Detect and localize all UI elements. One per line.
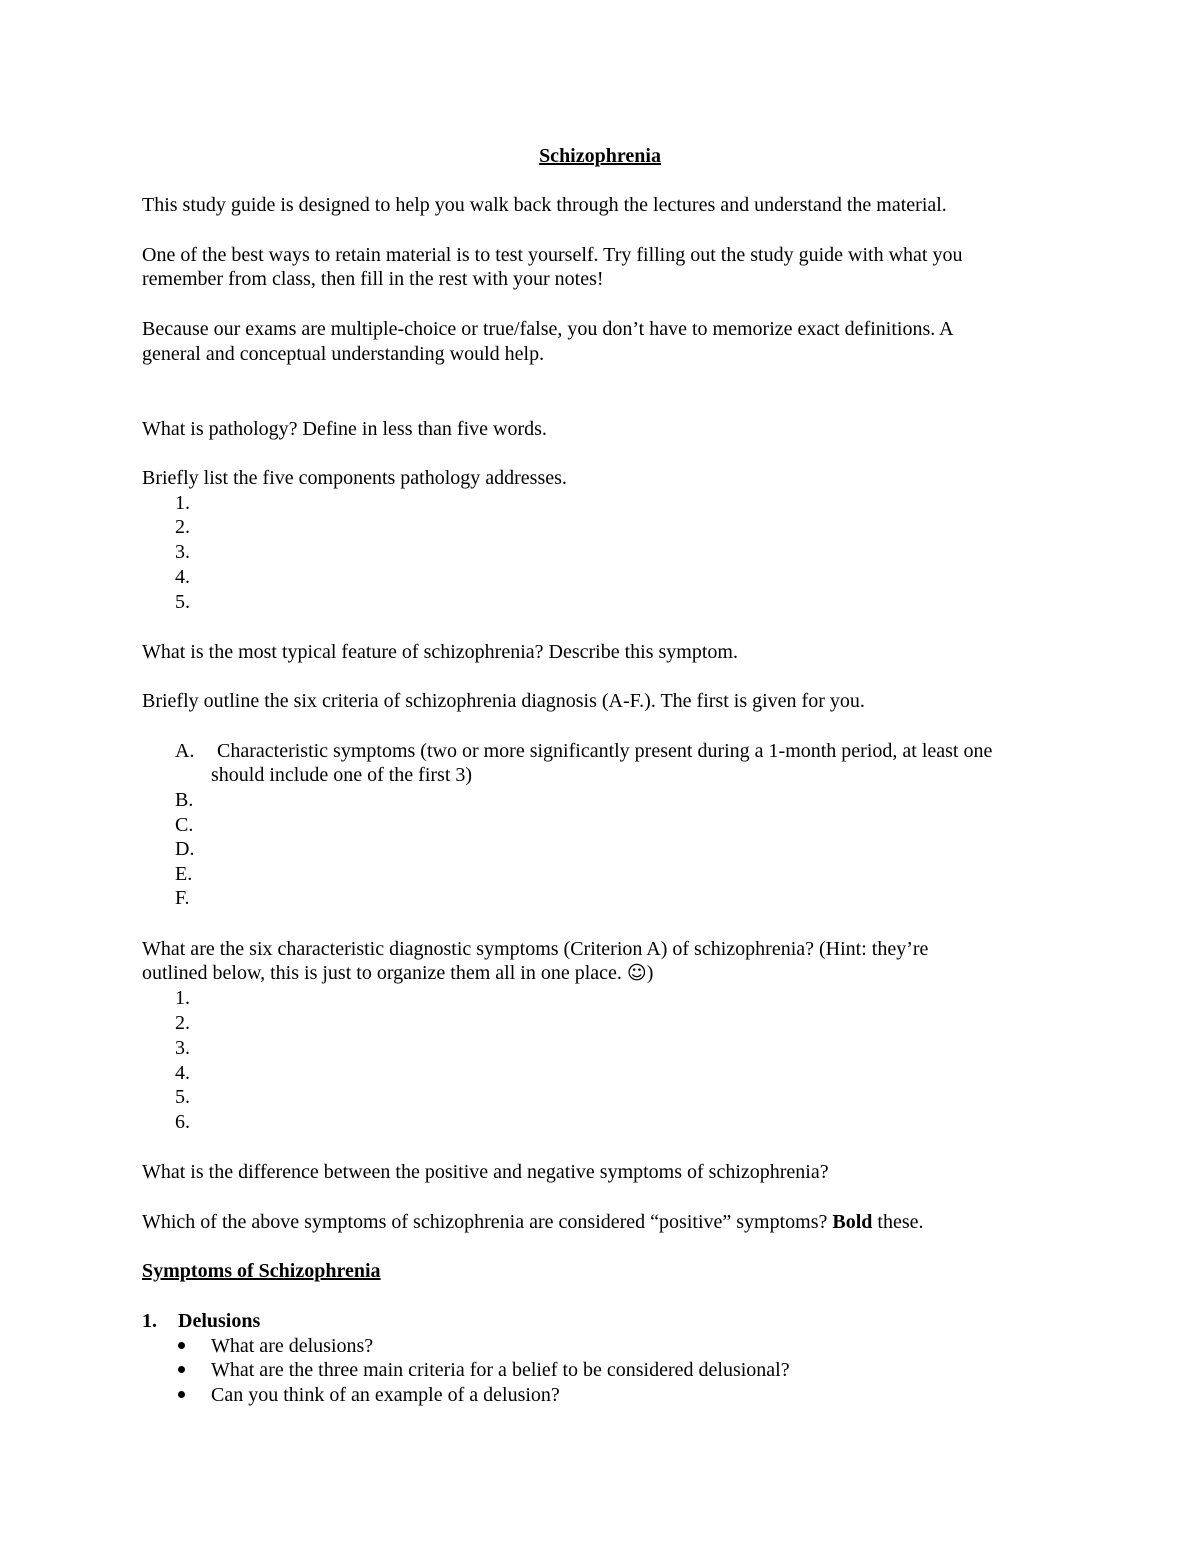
symptoms-item-3: 3. — [175, 1037, 190, 1059]
smiley-face-icon: ☺ — [626, 962, 647, 984]
bullet-icon — [178, 1391, 185, 1398]
criteria-label-c: C. — [175, 814, 194, 836]
question-typical-feature: What is the most typical feature of schizophrenia? Describe this symptom. — [142, 641, 738, 663]
symptoms-item-6: 6. — [175, 1111, 190, 1133]
bold-word: Bold — [832, 1211, 873, 1233]
delusions-bullet-3: Can you think of an example of a delusion? — [211, 1384, 560, 1406]
components-item-4: 4. — [175, 566, 190, 588]
criteria-label-f: F. — [175, 887, 190, 909]
positive-question-text: Which of the above symptoms of schizophrenia are considered “positive” symptoms? — [142, 1211, 828, 1233]
delusions-bullet-2: What are the three main criteria for a belief to be considered delusional? — [211, 1359, 790, 1381]
six-symptoms-line-2-end: ) — [646, 962, 654, 984]
bullet-icon — [178, 1342, 185, 1349]
components-item-1: 1. — [175, 492, 190, 514]
question-six-symptoms-line-2 — [142, 961, 653, 985]
intro-paragraph-1: This study guide is designed to help you walk back through the lectures and understand the material. — [142, 194, 947, 216]
question-criteria: Briefly outline the six criteria of schizophrenia diagnosis (A-F.). The first is given for you. — [142, 690, 865, 712]
criteria-a-text-line-2: should include one of the first 3) — [211, 764, 473, 786]
question-six-symptoms-line-1: What are the six characteristic diagnostic symptoms (Criterion A) of schizophrenia? (Hint: they’re — [142, 938, 929, 960]
positive-question-end: these. — [877, 1211, 924, 1233]
symptoms-item-2: 2. — [175, 1012, 190, 1034]
criteria-label-e: E. — [175, 863, 193, 885]
delusions-bullet-1: What are delusions? — [211, 1335, 374, 1357]
symptoms-item-5: 5. — [175, 1086, 190, 1108]
intro-paragraph-2-line-2: remember from class, then fill in the rest with your notes! — [142, 268, 604, 290]
criteria-label-d: D. — [175, 838, 195, 860]
question-components: Briefly list the five components pathology addresses. — [142, 467, 567, 489]
criteria-label-a: A. — [175, 740, 195, 762]
section-heading-symptoms: Symptoms of Schizophrenia — [142, 1260, 381, 1282]
question-positive-negative-difference: What is the difference between the positive and negative symptoms of schizophrenia? — [142, 1161, 829, 1183]
criteria-label-b: B. — [175, 789, 194, 811]
question-positive-symptoms — [142, 1210, 924, 1234]
delusions-number: 1. — [142, 1310, 157, 1332]
question-pathology: What is pathology? Define in less than five words. — [142, 418, 547, 440]
symptoms-item-4: 4. — [175, 1062, 190, 1084]
components-item-3: 3. — [175, 541, 190, 563]
six-symptoms-line-2-text: outlined below, this is just to organize them all in one place. — [142, 962, 622, 984]
page-title: Schizophrenia — [539, 145, 661, 167]
bullet-icon — [178, 1366, 185, 1373]
criteria-a-text-line-1: Characteristic symptoms (two or more significantly present during a 1-month period, at least one — [217, 740, 993, 762]
intro-paragraph-3-line-1: Because our exams are multiple-choice or true/false, you don’t have to memorize exact definitions. A — [142, 318, 954, 340]
intro-paragraph-3-line-2: general and conceptual understanding would help. — [142, 343, 545, 365]
intro-paragraph-2-line-1: One of the best ways to retain material is to test yourself. Try filling out the study guide with what you — [142, 244, 963, 266]
delusions-heading: Delusions — [178, 1310, 261, 1332]
symptoms-item-1: 1. — [175, 987, 190, 1009]
components-item-2: 2. — [175, 516, 190, 538]
components-item-5: 5. — [175, 591, 190, 613]
